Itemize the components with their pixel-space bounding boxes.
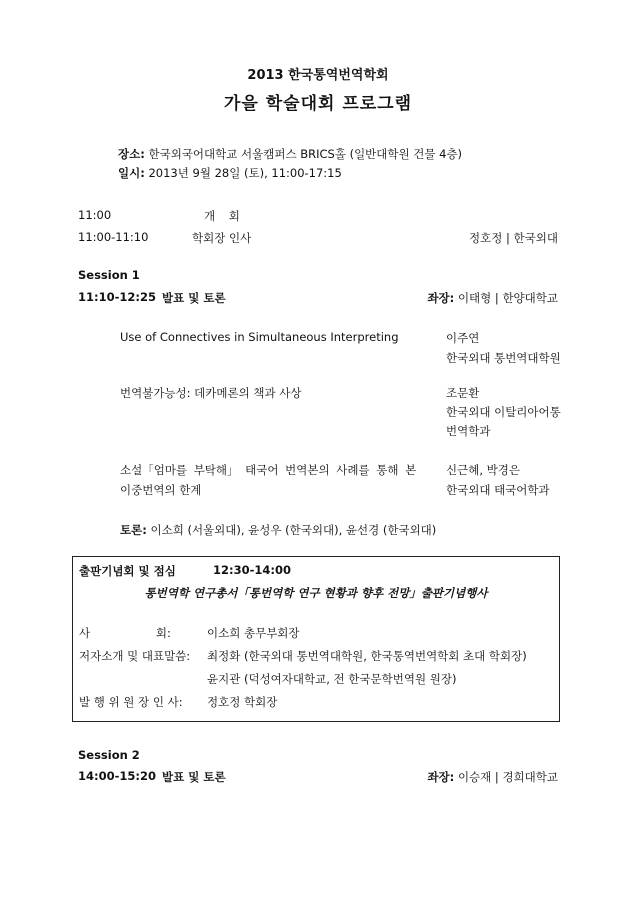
session1-kind: 발표 및 토론: [162, 291, 226, 305]
venue-label: 장소:: [118, 147, 145, 161]
session2-chair: [427, 769, 558, 785]
date-line: [118, 165, 342, 181]
session1-time: 11:10-12:25: [78, 290, 156, 304]
session2-chair-value: 이승재 | 경희대학교: [457, 770, 558, 784]
paper1-affiliation: 한국외대 통번역대학원: [446, 351, 561, 365]
launch-time: 12:30-14:00: [213, 563, 291, 577]
paper3-title: 소설「엄마를 부탁해」 태국어 번역본의 사례를 통해 본: [120, 463, 417, 477]
discussion-line: [120, 522, 436, 538]
paper2-presenter: 조문환: [446, 386, 480, 400]
launch-row-host-value: 이소희 총무부회장: [207, 626, 300, 640]
page-title: 가을 학술대회 프로그램: [223, 94, 413, 114]
greeting-person: 정호정 | 한국외대: [469, 231, 558, 245]
venue-value: 한국외국어대학교 서울캠퍼스 BRICS홀 (일반대학원 건물 4층): [148, 147, 463, 161]
paper2-title: 번역불가능성: 데카메론의 책과 사상: [120, 386, 302, 400]
paper2-affiliation-cont: 번역학과: [446, 424, 491, 438]
session2-title: Session 2: [78, 748, 140, 762]
launch-row-authors-value: 최정화 (한국외대 통번역대학원, 한국통역번역학회 초대 학회장): [207, 649, 527, 663]
paper1-title: Use of Connectives in Simultaneous Interpreting: [120, 330, 399, 344]
session2-time: 14:00-15:20: [78, 769, 156, 783]
opening-item: 개 회: [204, 209, 240, 223]
session1-chair-label: 좌장:: [427, 291, 455, 305]
launch-row-publisher-label: 발 행 위 원 장 인 사:: [79, 695, 183, 709]
launch-title: 출판기념회 및 점심: [79, 564, 176, 578]
venue-line: [118, 146, 462, 162]
paper3-title-cont: 이중번역의 한계: [120, 483, 202, 497]
session1-chair: [427, 290, 558, 306]
greeting-item: 학회장 인사: [192, 231, 252, 245]
launch-subtitle: 통번역학 연구총서「통번역학 연구 현황과 향후 전망」출판기념행사: [144, 586, 488, 600]
session1-chair-value: 이태형 | 한양대학교: [457, 291, 558, 305]
launch-row-host-label: 사 회:: [79, 626, 171, 640]
paper2-affiliation: 한국외대 이탈리아어통: [446, 405, 561, 419]
discussion-label: 토론:: [120, 523, 147, 537]
launch-row-authors-value-2: 윤지관 (덕성여자대학교, 전 한국문학번역원 원장): [207, 672, 457, 686]
session1-title: Session 1: [78, 268, 140, 282]
date-value: 2013년 9월 28일 (토), 11:00-17:15: [148, 166, 342, 180]
session2-chair-label: 좌장:: [427, 770, 455, 784]
date-label: 일시:: [118, 166, 145, 180]
paper1-presenter: 이주연: [446, 331, 480, 345]
org-line: 2013 한국통역번역학회: [247, 68, 389, 83]
paper3-presenter: 신근혜, 박경은: [446, 463, 520, 477]
greeting-time: 11:00-11:10: [78, 230, 149, 244]
book-launch-box: [72, 556, 560, 722]
opening-time: 11:00: [78, 208, 112, 222]
paper3-affiliation: 한국외대 태국어학과: [446, 483, 550, 497]
launch-row-publisher-value: 정호정 학회장: [207, 695, 278, 709]
session2-kind: 발표 및 토론: [162, 770, 226, 784]
launch-row-authors-label: 저자소개 및 대표말씀:: [79, 649, 191, 663]
discussion-value: 이소희 (서울외대), 윤성우 (한국외대), 윤선경 (한국외대): [150, 523, 437, 537]
